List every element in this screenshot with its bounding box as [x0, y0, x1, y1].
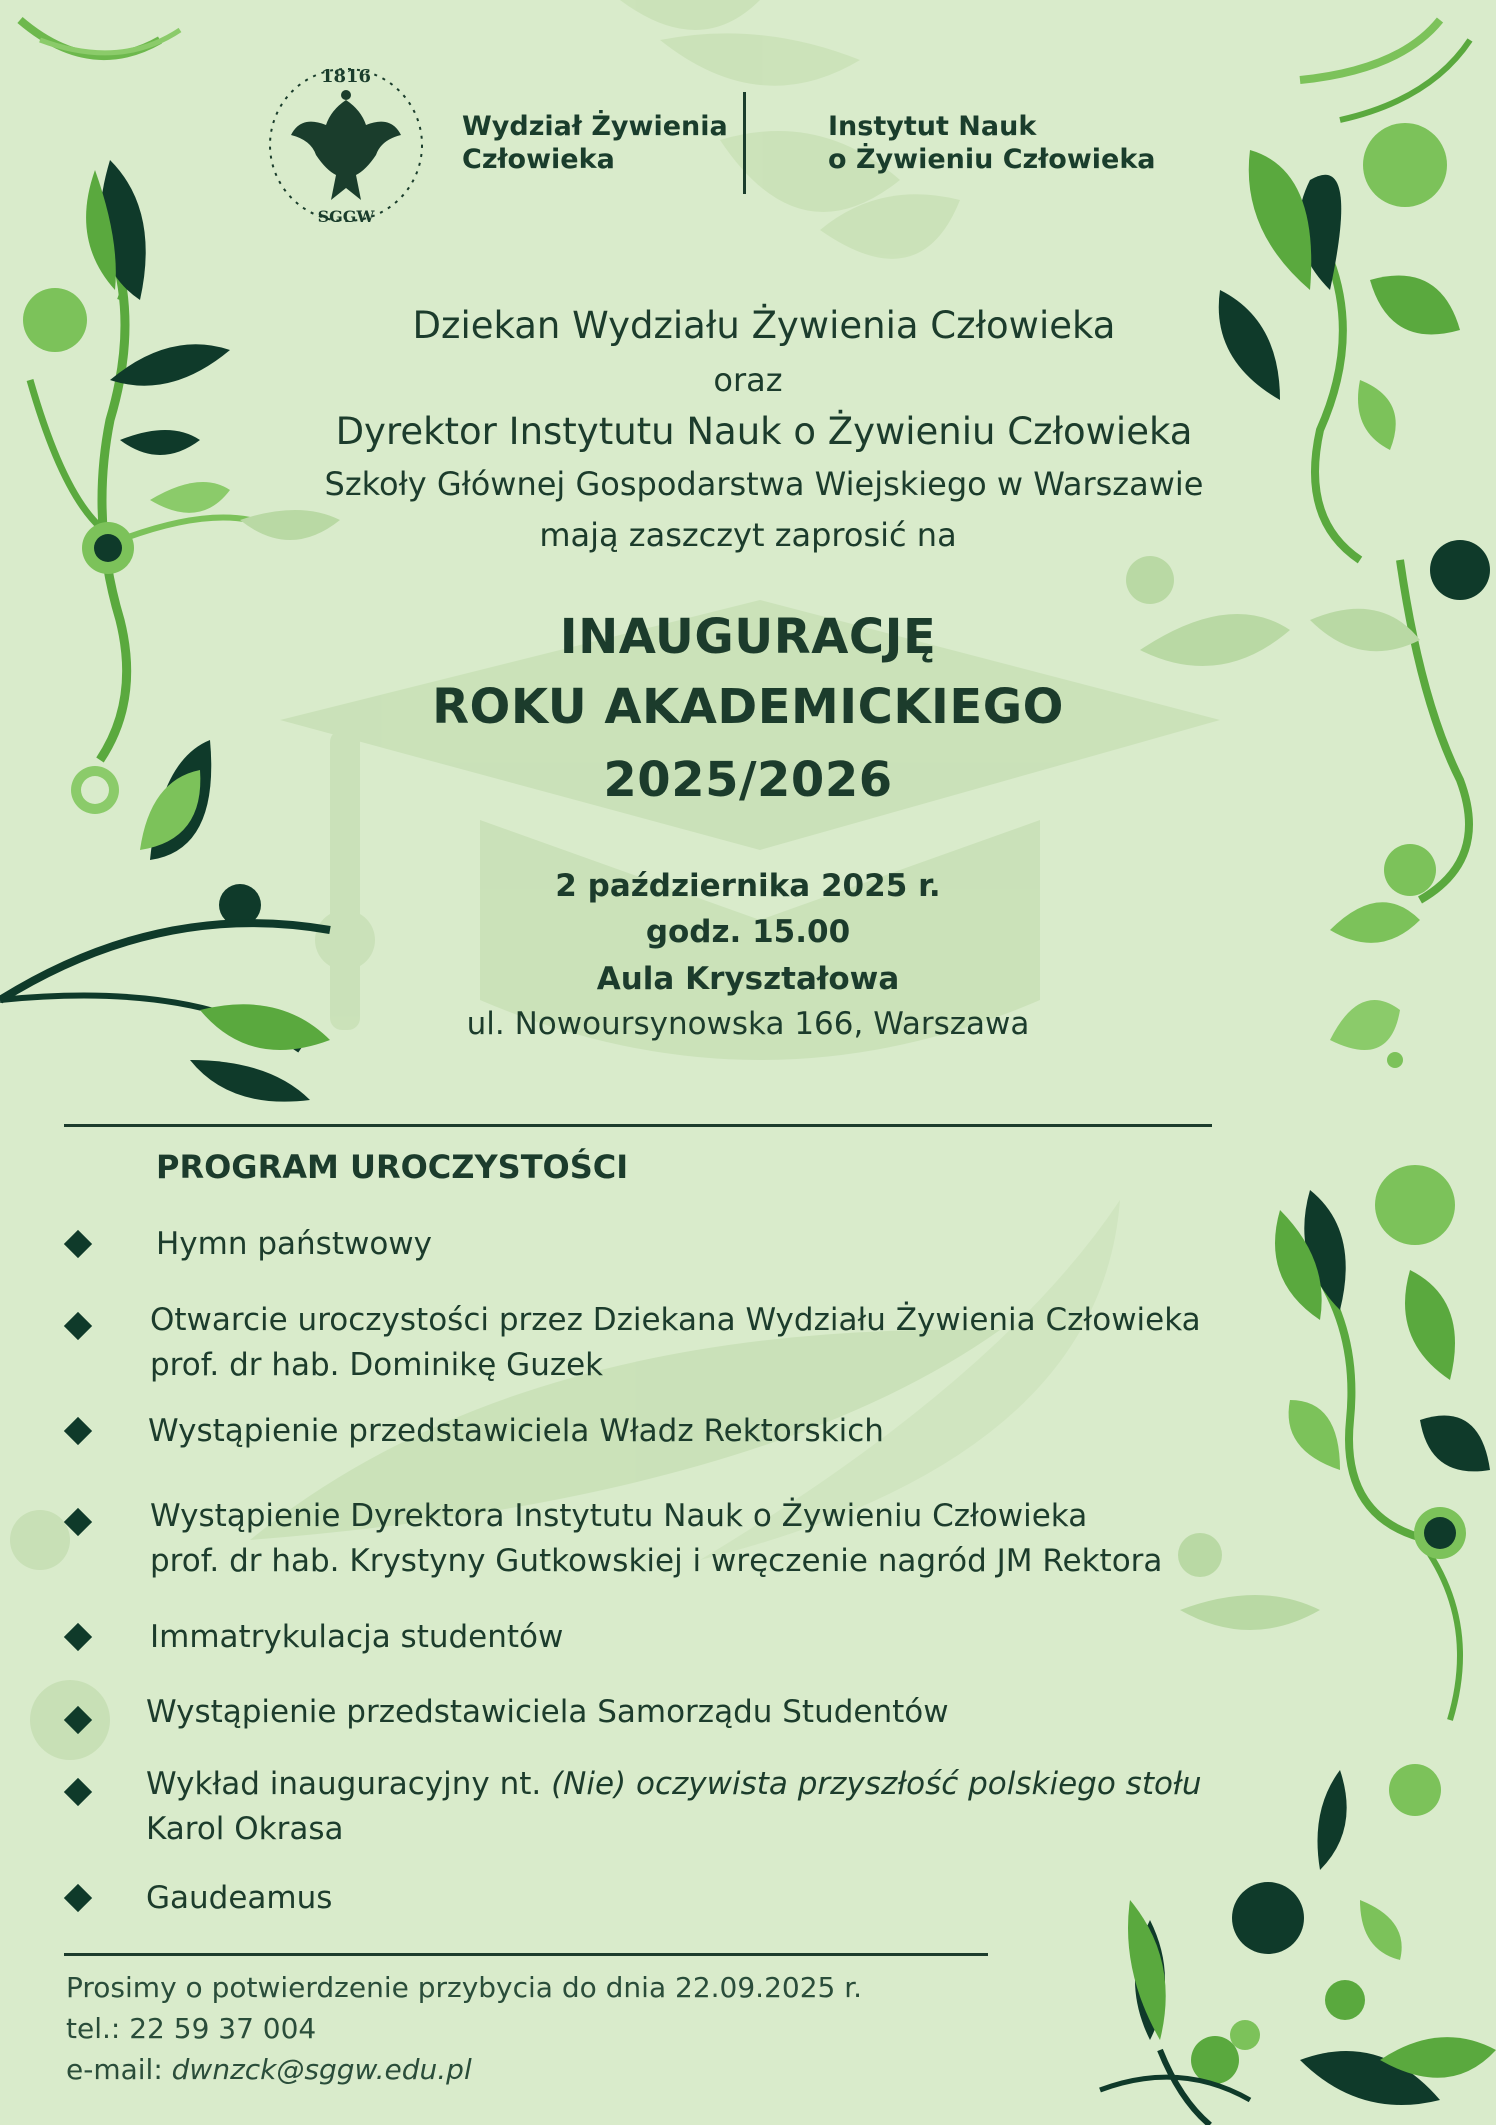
institute-name-line2: o Żywieniu Człowieka [828, 144, 1156, 175]
right-vine-bottom [1178, 1165, 1490, 1960]
title-line2: ROKU AKADEMICKIEGO [432, 679, 1064, 735]
intro-invite: mają zaszczyt zaprosić na [539, 516, 957, 554]
program-item-text: Wystąpienie przedstawiciela Samorządu Studentów [146, 1694, 949, 1730]
title-line3: 2025/2026 [603, 752, 893, 808]
institute-name [828, 110, 1156, 176]
intro-director: Dyrektor Instytutu Nauk o Żywieniu Człowieka [335, 410, 1193, 453]
footer-divider [64, 1953, 988, 1956]
program-item-text [146, 1762, 1202, 1807]
faculty-name-line1: Wydział Żywienia [462, 111, 728, 142]
seal-year: 1816 [320, 66, 372, 87]
program-heading: PROGRAM UROCZYSTOŚCI [156, 1148, 629, 1186]
header-divider [743, 92, 746, 194]
program-item-text: Immatrykulacja studentów [150, 1619, 564, 1655]
event-date: 2 października 2025 r. [555, 868, 941, 904]
faculty-name [462, 110, 728, 176]
program-item-text: Wystąpienie Dyrektora Instytutu Nauk o Żywieniu Człowieka [150, 1498, 1088, 1534]
program-item-text: Gaudeamus [146, 1880, 333, 1916]
email-label: e-mail: [66, 2053, 172, 2086]
eagle-icon [291, 100, 401, 200]
intro-university: Szkoły Głównej Gospodarstwa Wiejskiego w Warszawie [324, 465, 1204, 503]
lecture-prefix: Wykład inauguracyjny nt. [146, 1766, 552, 1802]
program-item-subtext: prof. dr hab. Krystyny Gutkowskiej i wręczenie nagród JM Rektora [150, 1543, 1163, 1579]
lecture-title: (Nie) oczywista przyszłość polskiego stołu [551, 1766, 1202, 1802]
faculty-name-line2: Człowieka [462, 144, 615, 175]
event-time: godz. 15.00 [645, 914, 851, 950]
intro-dean: Dziekan Wydziału Żywienia Człowieka [412, 304, 1116, 347]
email-line [66, 2050, 472, 2090]
phone-text: tel.: 22 59 37 004 [66, 2012, 317, 2045]
email-link[interactable]: dwnzck@sggw.edu.pl [171, 2053, 472, 2086]
intro-oraz: oraz [713, 361, 783, 399]
rsvp-text: Prosimy o potwierdzenie przybycia do dnia 22.09.2025 r. [66, 1971, 863, 2004]
seal-name: SGGW [317, 207, 375, 226]
sggw-seal-logo [266, 60, 426, 230]
program-item-text: Hymn państwowy [156, 1226, 433, 1262]
institute-name-line1: Instytut Nauk [828, 111, 1037, 142]
program-top-divider [64, 1124, 1212, 1127]
title-line1: INAUGURACJĘ [559, 609, 937, 665]
event-venue: Aula Kryształowa [596, 961, 900, 997]
event-address: ul. Nowoursynowska 166, Warszawa [466, 1006, 1030, 1042]
program-item-subtext: prof. dr hab. Dominikę Guzek [150, 1347, 604, 1383]
program-item-text: Wystąpienie przedstawiciela Władz Rektorskich [148, 1413, 884, 1449]
program-item-subtext: Karol Okrasa [146, 1811, 344, 1847]
program-item-text: Otwarcie uroczystości przez Dziekana Wydziału Żywienia Człowieka [150, 1302, 1201, 1338]
